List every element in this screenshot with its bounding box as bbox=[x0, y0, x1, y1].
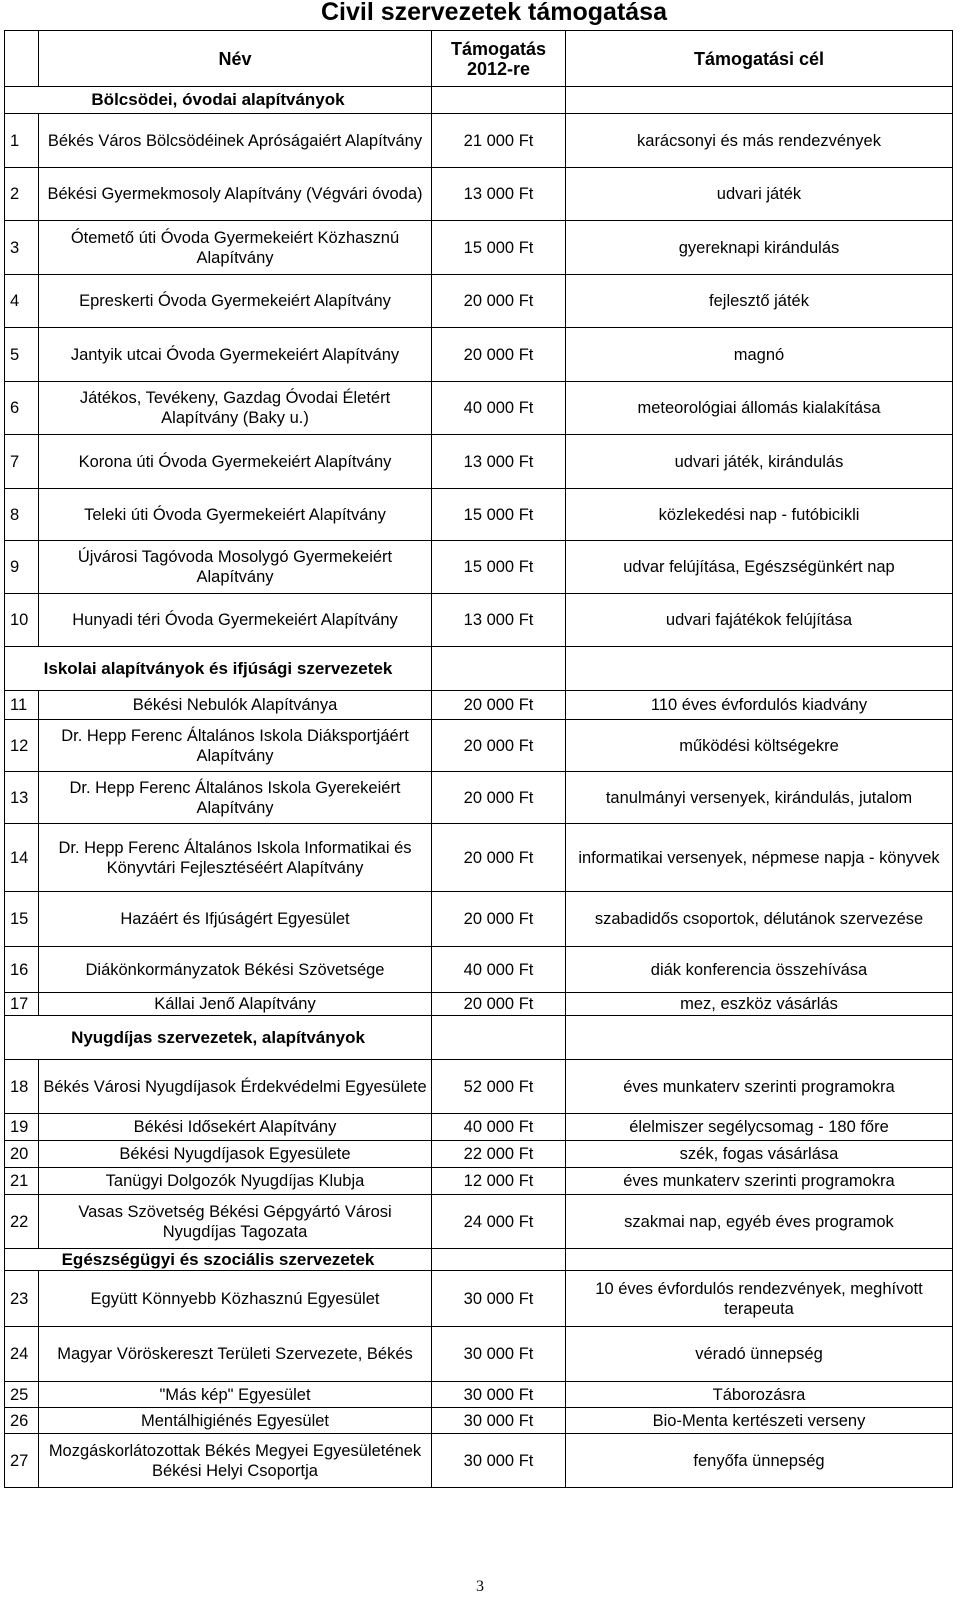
table-row bbox=[5, 1271, 953, 1327]
table-row bbox=[5, 720, 953, 772]
support-purpose: szék, fogas vásárlása bbox=[566, 1141, 953, 1168]
table-row bbox=[5, 1141, 953, 1168]
section-title: Bölcsödei, óvodai alapítványok bbox=[5, 87, 432, 114]
section-amount-cell bbox=[432, 647, 566, 691]
support-purpose: karácsonyi és más rendezvények bbox=[566, 114, 953, 168]
organization-name: Epreskerti Óvoda Gyermekeiért Alapítvány bbox=[39, 275, 432, 328]
table-row bbox=[5, 772, 953, 824]
organization-name: Ótemető úti Óvoda Gyermekeiért Közhasznú Alapítvány bbox=[39, 221, 432, 275]
section-row bbox=[5, 1016, 953, 1060]
support-purpose: fejlesztő játék bbox=[566, 275, 953, 328]
row-number: 5 bbox=[5, 328, 39, 382]
table-row bbox=[5, 1327, 953, 1382]
row-number: 19 bbox=[5, 1114, 39, 1141]
support-table bbox=[4, 30, 953, 1488]
support-purpose: működési költségekre bbox=[566, 720, 953, 772]
organization-name: Magyar Vöröskereszt Területi Szervezete, Békés bbox=[39, 1327, 432, 1382]
organization-name: Tanügyi Dolgozók Nyugdíjas Klubja bbox=[39, 1168, 432, 1195]
support-amount: 15 000 Ft bbox=[432, 541, 566, 594]
table-row bbox=[5, 892, 953, 947]
table-row bbox=[5, 594, 953, 647]
section-purpose-cell bbox=[566, 1016, 953, 1060]
organization-name: Békés Városi Nyugdíjasok Érdekvédelmi Egyesülete bbox=[39, 1060, 432, 1114]
organization-name: Mozgáskorlátozottak Békés Megyei Egyesületének Békési Helyi Csoportja bbox=[39, 1434, 432, 1488]
header-row bbox=[5, 31, 953, 87]
support-purpose: szabadidős csoportok, délutánok szervezése bbox=[566, 892, 953, 947]
support-amount: 22 000 Ft bbox=[432, 1141, 566, 1168]
table-row bbox=[5, 275, 953, 328]
row-number: 23 bbox=[5, 1271, 39, 1327]
table-row bbox=[5, 824, 953, 892]
support-purpose: közlekedési nap - futóbicikli bbox=[566, 489, 953, 541]
support-purpose: magnó bbox=[566, 328, 953, 382]
header-amount: Támogatás 2012-re bbox=[432, 31, 566, 87]
table-row bbox=[5, 1434, 953, 1488]
section-purpose-cell bbox=[566, 87, 953, 114]
support-purpose: 110 éves évfordulós kiadvány bbox=[566, 691, 953, 720]
table-row bbox=[5, 541, 953, 594]
organization-name: Korona úti Óvoda Gyermekeiért Alapítvány bbox=[39, 435, 432, 489]
header-purpose: Támogatási cél bbox=[566, 31, 953, 87]
section-purpose-cell bbox=[566, 647, 953, 691]
support-amount: 13 000 Ft bbox=[432, 168, 566, 221]
row-number: 9 bbox=[5, 541, 39, 594]
row-number: 8 bbox=[5, 489, 39, 541]
support-purpose: élelmiszer segélycsomag - 180 főre bbox=[566, 1114, 953, 1141]
row-number: 7 bbox=[5, 435, 39, 489]
support-purpose: udvari játék bbox=[566, 168, 953, 221]
support-amount: 20 000 Ft bbox=[432, 993, 566, 1016]
support-amount: 30 000 Ft bbox=[432, 1408, 566, 1434]
support-purpose: fenyőfa ünnepség bbox=[566, 1434, 953, 1488]
support-purpose: éves munkaterv szerinti programokra bbox=[566, 1168, 953, 1195]
page-title: Civil szervezetek támogatása bbox=[320, 0, 667, 26]
organization-name: Hunyadi téri Óvoda Gyermekeiért Alapítvány bbox=[39, 594, 432, 647]
support-amount: 15 000 Ft bbox=[432, 489, 566, 541]
organization-name: Békési Nebulók Alapítványa bbox=[39, 691, 432, 720]
organization-name: Diákönkormányzatok Békési Szövetsége bbox=[39, 947, 432, 993]
organization-name: Békési Idősekért Alapítvány bbox=[39, 1114, 432, 1141]
row-number: 17 bbox=[5, 993, 39, 1016]
support-purpose: éves munkaterv szerinti programokra bbox=[566, 1060, 953, 1114]
row-number: 22 bbox=[5, 1195, 39, 1249]
table-row bbox=[5, 114, 953, 168]
support-amount: 20 000 Ft bbox=[432, 328, 566, 382]
table-row bbox=[5, 168, 953, 221]
support-purpose: véradó ünnepség bbox=[566, 1327, 953, 1382]
row-number: 10 bbox=[5, 594, 39, 647]
organization-name: Békési Nyugdíjasok Egyesülete bbox=[39, 1141, 432, 1168]
row-number: 4 bbox=[5, 275, 39, 328]
support-amount: 20 000 Ft bbox=[432, 691, 566, 720]
support-amount: 21 000 Ft bbox=[432, 114, 566, 168]
table-row bbox=[5, 1060, 953, 1114]
support-amount: 13 000 Ft bbox=[432, 594, 566, 647]
row-number: 16 bbox=[5, 947, 39, 993]
support-amount: 40 000 Ft bbox=[432, 1114, 566, 1141]
row-number: 21 bbox=[5, 1168, 39, 1195]
row-number: 1 bbox=[5, 114, 39, 168]
table-row bbox=[5, 993, 953, 1016]
section-amount-cell bbox=[432, 87, 566, 114]
support-amount: 13 000 Ft bbox=[432, 435, 566, 489]
support-purpose: meteorológiai állomás kialakítása bbox=[566, 382, 953, 435]
support-amount: 30 000 Ft bbox=[432, 1271, 566, 1327]
section-title: Egészségügyi és szociális szervezetek bbox=[5, 1249, 432, 1271]
row-number: 6 bbox=[5, 382, 39, 435]
support-purpose: Táborozásra bbox=[566, 1382, 953, 1408]
support-purpose: informatikai versenyek, népmese napja - könyvek bbox=[566, 824, 953, 892]
table-row bbox=[5, 1195, 953, 1249]
header-num bbox=[5, 31, 39, 87]
organization-name: Mentálhigiénés Egyesület bbox=[39, 1408, 432, 1434]
organization-name: Hazáért és Ifjúságért Egyesület bbox=[39, 892, 432, 947]
row-number: 14 bbox=[5, 824, 39, 892]
row-number: 24 bbox=[5, 1327, 39, 1382]
table-row bbox=[5, 382, 953, 435]
support-purpose: tanulmányi versenyek, kirándulás, jutalom bbox=[566, 772, 953, 824]
organization-name: Együtt Könnyebb Közhasznú Egyesület bbox=[39, 1271, 432, 1327]
organization-name: Jantyik utcai Óvoda Gyermekeiért Alapítvány bbox=[39, 328, 432, 382]
support-amount: 30 000 Ft bbox=[432, 1434, 566, 1488]
section-amount-cell bbox=[432, 1249, 566, 1271]
row-number: 3 bbox=[5, 221, 39, 275]
row-number: 15 bbox=[5, 892, 39, 947]
row-number: 20 bbox=[5, 1141, 39, 1168]
support-amount: 20 000 Ft bbox=[432, 892, 566, 947]
table-row bbox=[5, 947, 953, 993]
section-amount-cell bbox=[432, 1016, 566, 1060]
organization-name: Játékos, Tevékeny, Gazdag Óvodai Életért Alapítvány (Baky u.) bbox=[39, 382, 432, 435]
section-row bbox=[5, 87, 953, 114]
organization-name: Vasas Szövetség Békési Gépgyártó Városi Nyugdíjas Tagozata bbox=[39, 1195, 432, 1249]
row-number: 26 bbox=[5, 1408, 39, 1434]
header-name: Név bbox=[39, 31, 432, 87]
row-number: 13 bbox=[5, 772, 39, 824]
support-purpose: udvar felújítása, Egészségünkért nap bbox=[566, 541, 953, 594]
table-row bbox=[5, 1382, 953, 1408]
row-number: 11 bbox=[5, 691, 39, 720]
organization-name: Békés Város Bölcsödéinek Apróságaiért Alapítvány bbox=[39, 114, 432, 168]
table-row bbox=[5, 1114, 953, 1141]
support-amount: 20 000 Ft bbox=[432, 720, 566, 772]
row-number: 27 bbox=[5, 1434, 39, 1488]
section-row bbox=[5, 1249, 953, 1271]
support-purpose: 10 éves évfordulós rendezvények, meghívott terapeuta bbox=[566, 1271, 953, 1327]
support-amount: 30 000 Ft bbox=[432, 1382, 566, 1408]
support-amount: 30 000 Ft bbox=[432, 1327, 566, 1382]
organization-name: Dr. Hepp Ferenc Általános Iskola Gyerekeiért Alapítvány bbox=[39, 772, 432, 824]
table-row bbox=[5, 435, 953, 489]
support-amount: 40 000 Ft bbox=[432, 947, 566, 993]
section-title: Iskolai alapítványok és ifjúsági szervezetek bbox=[5, 647, 432, 691]
support-purpose: diák konferencia összehívása bbox=[566, 947, 953, 993]
row-number: 12 bbox=[5, 720, 39, 772]
table-row bbox=[5, 489, 953, 541]
support-amount: 20 000 Ft bbox=[432, 772, 566, 824]
support-purpose: gyereknapi kirándulás bbox=[566, 221, 953, 275]
support-purpose: udvari fajátékok felújítása bbox=[566, 594, 953, 647]
page-number: 3 bbox=[476, 1578, 484, 1595]
support-purpose: szakmai nap, egyéb éves programok bbox=[566, 1195, 953, 1249]
support-amount: 52 000 Ft bbox=[432, 1060, 566, 1114]
support-amount: 15 000 Ft bbox=[432, 221, 566, 275]
organization-name: Kállai Jenő Alapítvány bbox=[39, 993, 432, 1016]
organization-name: Békési Gyermekmosoly Alapítvány (Végvári óvoda) bbox=[39, 168, 432, 221]
support-amount: 24 000 Ft bbox=[432, 1195, 566, 1249]
organization-name: Dr. Hepp Ferenc Általános Iskola Informatikai és Könyvtári Fejlesztéséért Alapítvány bbox=[39, 824, 432, 892]
organization-name: Dr. Hepp Ferenc Általános Iskola Diáksportjáért Alapítvány bbox=[39, 720, 432, 772]
table-row bbox=[5, 1408, 953, 1434]
support-amount: 40 000 Ft bbox=[432, 382, 566, 435]
table-row bbox=[5, 691, 953, 720]
table-row bbox=[5, 221, 953, 275]
section-purpose-cell bbox=[566, 1249, 953, 1271]
support-amount: 12 000 Ft bbox=[432, 1168, 566, 1195]
support-amount: 20 000 Ft bbox=[432, 824, 566, 892]
support-amount: 20 000 Ft bbox=[432, 275, 566, 328]
row-number: 25 bbox=[5, 1382, 39, 1408]
section-row bbox=[5, 647, 953, 691]
support-purpose: udvari játék, kirándulás bbox=[566, 435, 953, 489]
support-purpose: mez, eszköz vásárlás bbox=[566, 993, 953, 1016]
section-title: Nyugdíjas szervezetek, alapítványok bbox=[5, 1016, 432, 1060]
table-row bbox=[5, 1168, 953, 1195]
organization-name: Újvárosi Tagóvoda Mosolygó Gyermekeiért Alapítvány bbox=[39, 541, 432, 594]
support-purpose: Bio-Menta kertészeti verseny bbox=[566, 1408, 953, 1434]
table-row bbox=[5, 328, 953, 382]
row-number: 18 bbox=[5, 1060, 39, 1114]
organization-name: Teleki úti Óvoda Gyermekeiért Alapítvány bbox=[39, 489, 432, 541]
row-number: 2 bbox=[5, 168, 39, 221]
organization-name: "Más kép" Egyesület bbox=[39, 1382, 432, 1408]
